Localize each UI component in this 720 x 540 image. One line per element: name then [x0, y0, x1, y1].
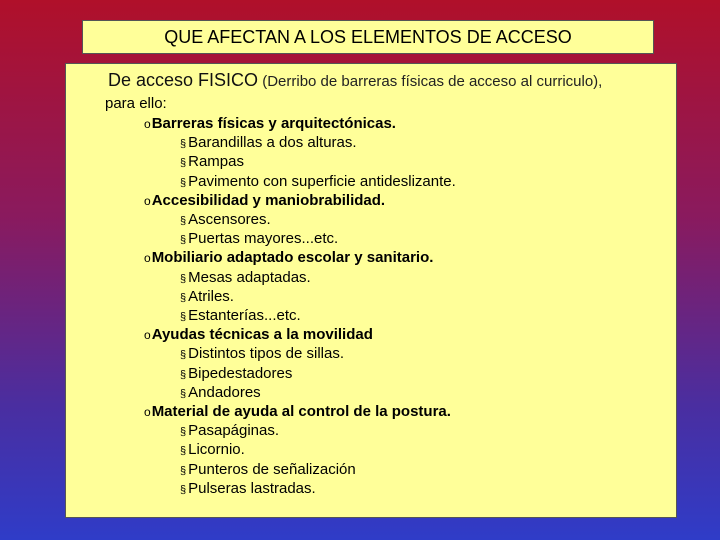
lead-text: para ello:: [105, 95, 167, 112]
section-sign-bullet-icon: §: [180, 176, 187, 189]
list-item: [180, 134, 357, 151]
section-sign-bullet-icon: §: [180, 464, 187, 477]
list-item: [180, 211, 271, 228]
section-sign-bullet-icon: §: [180, 215, 187, 227]
section-sign-bullet-icon: §: [180, 311, 187, 323]
list-item-label: Ascensores.: [188, 211, 271, 228]
heading: De acceso FISICO: [108, 70, 259, 90]
section-label: Ayudas técnicas a la movilidad: [151, 326, 373, 344]
section-heading: [144, 192, 385, 209]
list-item-label: Rampas: [188, 153, 244, 171]
slide-title-text: QUE AFECTAN A LOS ELEMENTOS DE ACCESO: [164, 26, 572, 47]
list-item: [180, 288, 234, 305]
circle-bullet-icon: o: [144, 251, 151, 266]
section-label: Material de ayuda al control de la postura.: [151, 403, 451, 420]
list-item-label: Andadores: [188, 383, 261, 401]
section-sign-bullet-icon: §: [180, 272, 187, 285]
list-item-label: Licornio.: [188, 441, 245, 459]
section-sign-bullet-icon: §: [180, 483, 187, 496]
section-heading: [144, 249, 433, 266]
list-item-label: Pavimento con superficie antideslizante.: [188, 172, 456, 190]
list-item-label: Mesas adaptadas.: [188, 268, 311, 286]
section-heading: [144, 115, 396, 132]
section-sign-bullet-icon: §: [180, 426, 187, 439]
list-item-label: Pulseras lastradas.: [188, 479, 316, 497]
section-sign-bullet-icon: §: [180, 368, 187, 381]
list-item-label: Barandillas a dos alturas.: [188, 134, 357, 152]
section-label: Accesibilidad y maniobrabilidad.: [151, 191, 386, 209]
list-item: [180, 173, 456, 190]
section-label: Barreras físicas y arquitectónicas.: [151, 115, 396, 132]
intro-text: [105, 70, 673, 114]
section-sign-bullet-icon: §: [180, 291, 187, 304]
list-item: [180, 422, 279, 439]
list-item: [180, 480, 316, 497]
list-item-label: Punteros de señalización: [188, 460, 356, 478]
slide-title: [82, 20, 654, 54]
circle-bullet-icon: o: [144, 193, 151, 208]
list-item: [180, 230, 338, 247]
circle-bullet-icon: o: [144, 117, 151, 131]
section-sign-bullet-icon: §: [180, 234, 187, 247]
section-sign-bullet-icon: §: [180, 138, 187, 151]
list-item-label: Estanterías...etc.: [188, 307, 301, 324]
section-sign-bullet-icon: §: [180, 349, 187, 362]
circle-bullet-icon: o: [144, 328, 151, 343]
list-item: [180, 384, 261, 401]
list-item: [180, 365, 292, 382]
list-item: [180, 307, 301, 324]
section-sign-bullet-icon: §: [180, 445, 187, 458]
list-item: [180, 269, 311, 286]
list-item-label: Puertas mayores...etc.: [188, 230, 339, 248]
content-panel: [65, 63, 677, 518]
section-heading: [144, 403, 451, 420]
list-item: [180, 345, 344, 362]
section-sign-bullet-icon: §: [180, 387, 187, 400]
list-item-label: Bipedestadores: [188, 364, 293, 382]
heading-note: (Derribo de barreras físicas de acceso al curriculo),: [258, 73, 603, 90]
list-item: [180, 441, 245, 458]
list-item: [180, 461, 356, 478]
circle-bullet-icon: o: [144, 405, 151, 419]
section-label: Mobiliario adaptado escolar y sanitario.: [151, 249, 434, 267]
list-item-label: Pasapáginas.: [188, 422, 280, 440]
section-heading: [144, 326, 373, 343]
list-item-label: Atriles.: [188, 287, 234, 305]
section-sign-bullet-icon: §: [180, 157, 187, 170]
list-item-label: Distintos tipos de sillas.: [188, 345, 345, 363]
list-item: [180, 153, 244, 170]
